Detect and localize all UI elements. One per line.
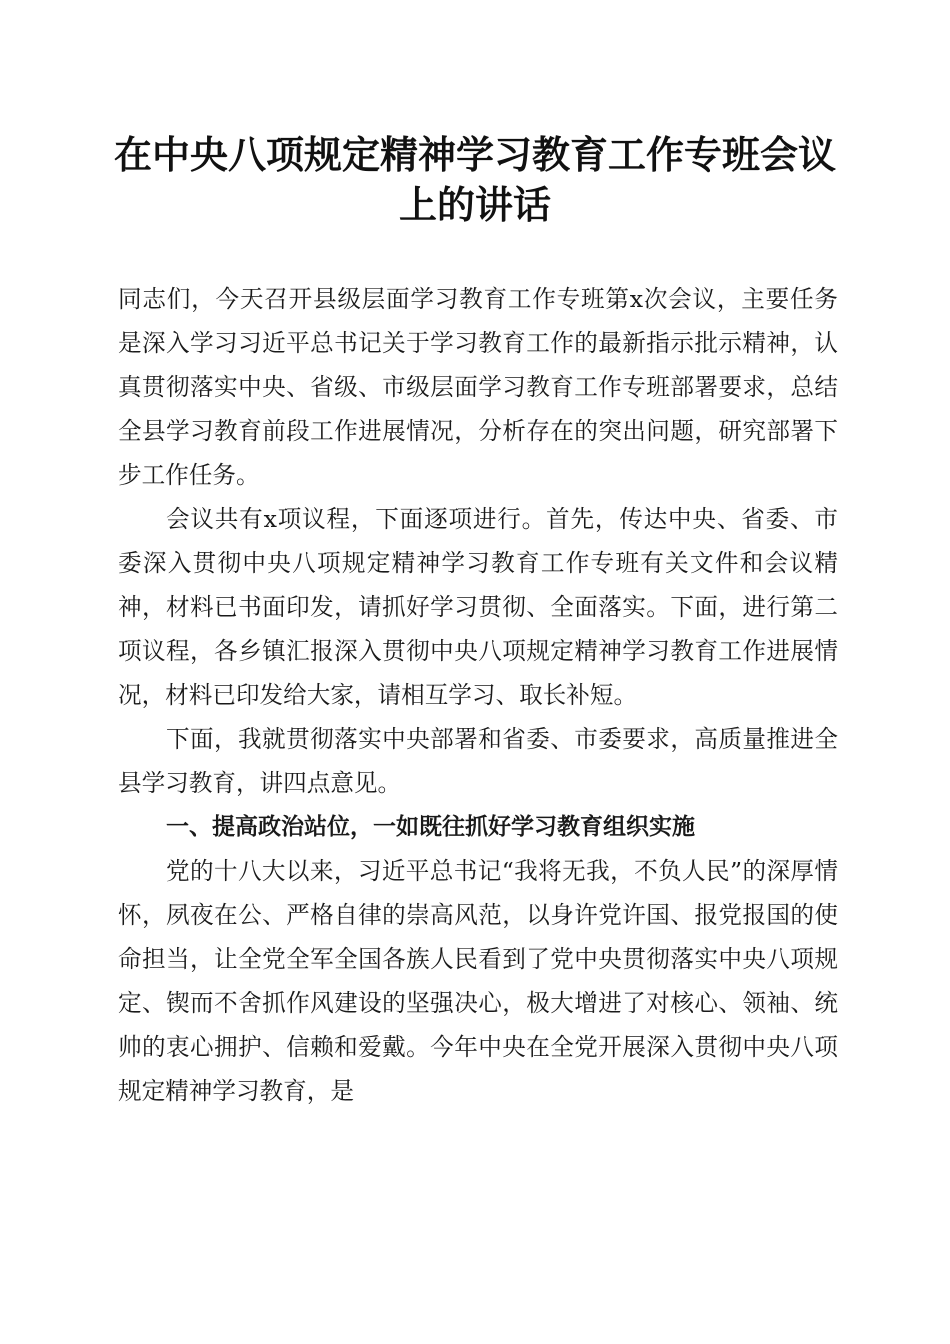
paragraph-agenda: 会议共有x项议程，下面逐项进行。首先，传达中央、省委、市委深入贯彻中央八项规定精神学习教育工作专班有关文件和会议精神，材料已书面印发，请抓好学习贯彻、全面落实。下面，进行第二项议程，各乡镇汇报深入贯彻中央八项规定精神学习教育工作进展情况，材料已印发给大家，请相互学习、取长补短。 bbox=[118, 505, 838, 709]
document-title: 在中央八项规定精神学习教育工作专班会议上的讲话 bbox=[113, 132, 836, 227]
paragraph-intro-opinions: 下面，我就贯彻落实中央部署和省委、市委要求，高质量推进全县学习教育，讲四点意见。 bbox=[118, 725, 838, 797]
paragraph-opening: 同志们，今天召开县级层面学习教育工作专班第x次会议，主要任务是深入学习习近平总书记关于学习教育工作的最新指示批示精神，认真贯彻落实中央、省级、市级层面学习教育工作专班部署要求，总结全县学习教育前段工作进展情况，分析存在的突出问题，研究部署下步工作任务。 bbox=[118, 285, 838, 489]
paragraph-section-1: 党的十八大以来，习近平总书记“我将无我，不负人民”的深厚情怀，夙夜在公、严格自律的崇高风范，以身许党许国、报党报国的使命担当，让全党全军全国各族人民看到了党中央贯彻落实中央八项规定、锲而不舍抓作风建设的坚强决心，极大增进了对核心、领袖、统帅的衷心拥护、信赖和爱戴。今年中央在全党开展深入贯彻中央八项规定精神学习教育，是 bbox=[118, 857, 838, 1105]
document-body bbox=[118, 277, 838, 1113]
section-heading-1: 一、提高政治站位，一如既往抓好学习教育组织实施 bbox=[166, 814, 695, 840]
